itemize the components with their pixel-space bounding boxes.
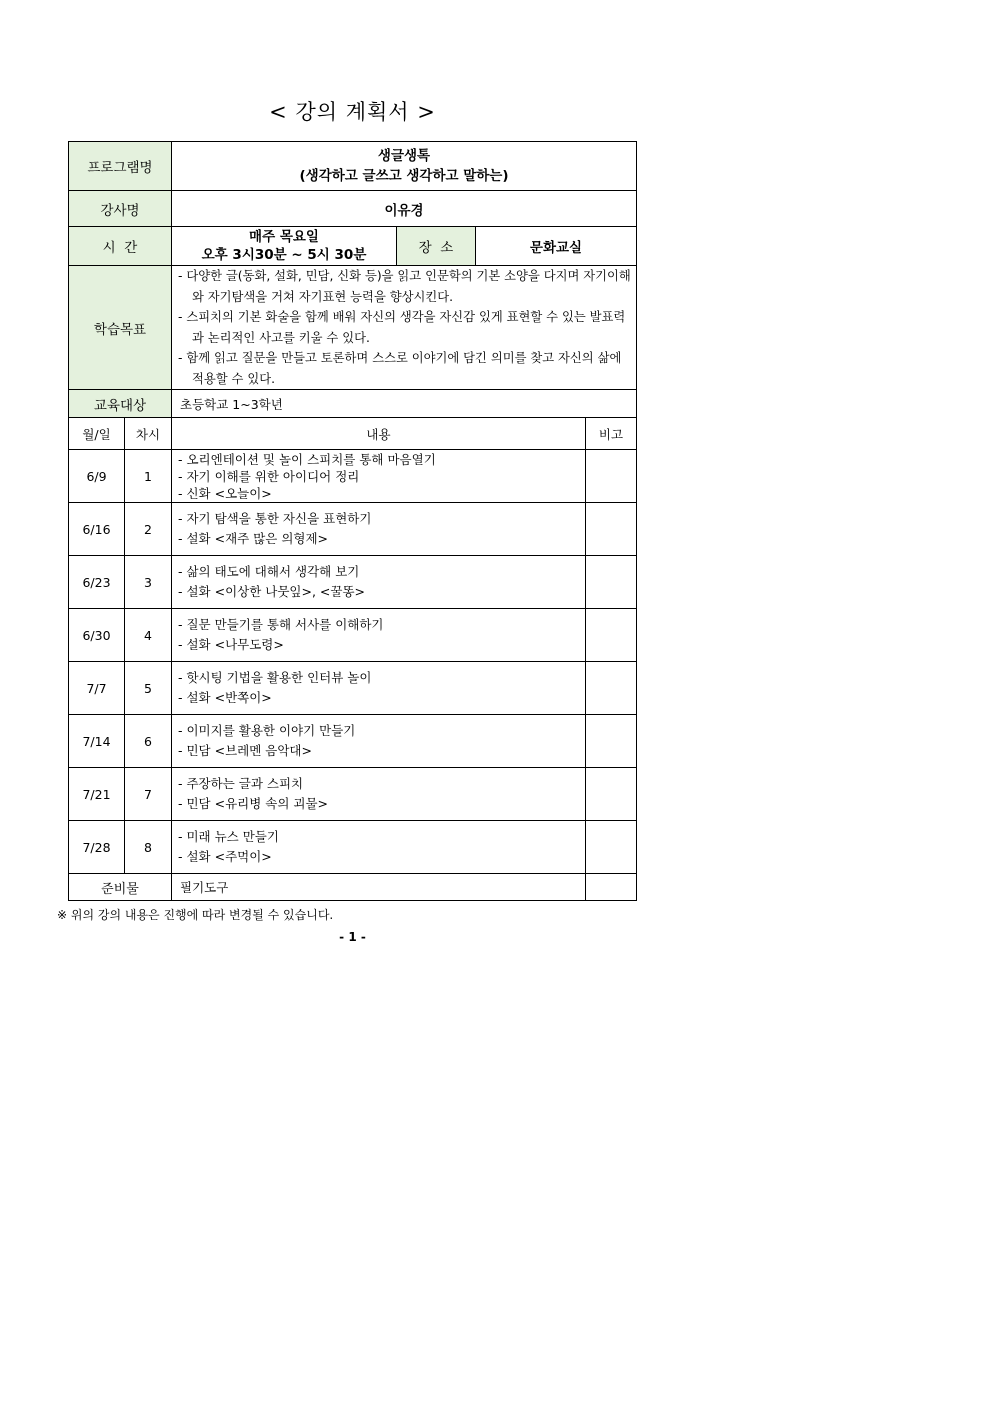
row-content-item: - 핫시팅 기법을 활용한 인터뷰 놀이 — [178, 670, 372, 685]
time-label: 시 간 — [69, 227, 172, 266]
row-session: 6 — [125, 715, 172, 768]
program-label: 프로그램명 — [69, 142, 172, 191]
row-content-item: - 이미지를 활용한 이야기 만들기 — [178, 723, 356, 738]
footer-note: ※ 위의 강의 내용은 진행에 따라 변경될 수 있습니다. — [57, 908, 334, 922]
row-content-item: - 주장하는 글과 스피치 — [178, 776, 304, 791]
row-date: 6/9 — [69, 450, 125, 503]
table-row — [69, 503, 637, 556]
row-content — [172, 768, 586, 821]
instructor-row — [69, 191, 637, 227]
row-content-item: - 신화 <오늘이> — [178, 485, 272, 501]
program-name-line2: (생각하고 글쓰고 생각하고 말하는) — [299, 168, 509, 184]
row-session: 7 — [125, 768, 172, 821]
row-content — [172, 503, 586, 556]
row-session: 4 — [125, 609, 172, 662]
row-content — [172, 609, 586, 662]
page-number: - 1 - — [339, 930, 366, 944]
row-content-item: - 오리엔테이션 및 놀이 스피치를 통해 마음열기 — [178, 451, 436, 467]
program-row — [69, 142, 637, 191]
supplies-note — [586, 874, 637, 901]
place-value: 문화교실 — [476, 227, 637, 266]
table-row — [69, 556, 637, 609]
row-session: 3 — [125, 556, 172, 609]
row-content-item: - 민담 <유리병 속의 괴물> — [178, 796, 329, 811]
row-note — [586, 715, 637, 768]
instructor-label: 강사명 — [69, 191, 172, 227]
target-row — [69, 390, 637, 418]
row-content-item: - 설화 <주먹이> — [178, 849, 272, 864]
row-content-item: - 질문 만들기를 통해 서사를 이해하기 — [178, 617, 384, 632]
lecture-plan-table — [68, 141, 637, 901]
supplies-label: 준비물 — [69, 874, 172, 901]
row-session: 5 — [125, 662, 172, 715]
goal-item: - 함께 읽고 질문을 만들고 토론하며 스스로 이야기에 담긴 의미를 찾고 자신의 삶에 적용할 수 있다. — [178, 351, 622, 386]
document-title: < 강의 계획서 > — [269, 100, 436, 124]
table-row — [69, 662, 637, 715]
schedule-header-row — [69, 418, 637, 450]
row-content-item: - 설화 <나무도령> — [178, 637, 284, 652]
row-date: 7/21 — [69, 768, 125, 821]
time-value — [172, 227, 397, 266]
row-note — [586, 450, 637, 503]
row-content — [172, 821, 586, 874]
goal-item: - 스피치의 기본 화술을 함께 배워 자신의 생각을 자신감 있게 표현할 수 있는 발표력과 논리적인 사고를 키울 수 있다. — [178, 310, 626, 345]
row-content-item: - 설화 <반쪽이> — [178, 690, 272, 705]
table-row — [69, 768, 637, 821]
target-label: 교육대상 — [69, 390, 172, 418]
row-content-item: - 자기 이해를 위한 아이디어 정리 — [178, 468, 360, 484]
row-session: 1 — [125, 450, 172, 503]
table-row — [69, 609, 637, 662]
row-session: 8 — [125, 821, 172, 874]
row-content-item: - 자기 탐색을 통한 자신을 표현하기 — [178, 511, 372, 526]
time-place-row — [69, 227, 637, 266]
table-row — [69, 715, 637, 768]
header-date: 월/일 — [69, 418, 125, 450]
goals-row — [69, 266, 637, 390]
row-content-item: - 설화 <이상한 나뭇잎>, <꿀똥> — [178, 584, 366, 599]
supplies-row — [69, 874, 637, 901]
goal-item: - 다양한 글(동화, 설화, 민담, 신화 등)을 읽고 인문학의 기본 소양을 다지며 자기이해와 자기탐색을 거쳐 자기표현 능력을 향상시킨다. — [178, 269, 631, 304]
table-row — [69, 821, 637, 874]
header-note: 비고 — [586, 418, 637, 450]
time-line2: 오후 3시30분 ~ 5시 30분 — [201, 247, 367, 263]
row-note — [586, 556, 637, 609]
row-content-item: - 민담 <브레멘 음악대> — [178, 743, 312, 758]
instructor-name: 이유경 — [172, 191, 637, 227]
row-date: 7/14 — [69, 715, 125, 768]
goals-list — [172, 266, 637, 390]
header-session: 차시 — [125, 418, 172, 450]
target-value: 초등학교 1~3학년 — [172, 390, 637, 418]
goals-label: 학습목표 — [69, 266, 172, 390]
row-note — [586, 609, 637, 662]
time-line1: 매주 목요일 — [249, 229, 319, 245]
row-content-item: - 미래 뉴스 만들기 — [178, 829, 279, 844]
row-note — [586, 821, 637, 874]
row-date: 6/16 — [69, 503, 125, 556]
place-label: 장 소 — [397, 227, 476, 266]
row-date: 7/7 — [69, 662, 125, 715]
row-content-item: - 삶의 태도에 대해서 생각해 보기 — [178, 564, 360, 579]
row-note — [586, 503, 637, 556]
row-date: 6/30 — [69, 609, 125, 662]
row-content — [172, 450, 586, 503]
row-date: 6/23 — [69, 556, 125, 609]
program-name-line1: 생글생톡 — [377, 148, 431, 164]
row-session: 2 — [125, 503, 172, 556]
table-row — [69, 450, 637, 503]
row-content — [172, 662, 586, 715]
row-date: 7/28 — [69, 821, 125, 874]
row-content — [172, 715, 586, 768]
row-note — [586, 662, 637, 715]
program-name — [172, 142, 637, 191]
supplies-value: 필기도구 — [172, 874, 586, 901]
row-content-item: - 설화 <재주 많은 의형제> — [178, 531, 329, 546]
header-content: 내용 — [172, 418, 586, 450]
row-content — [172, 556, 586, 609]
row-note — [586, 768, 637, 821]
